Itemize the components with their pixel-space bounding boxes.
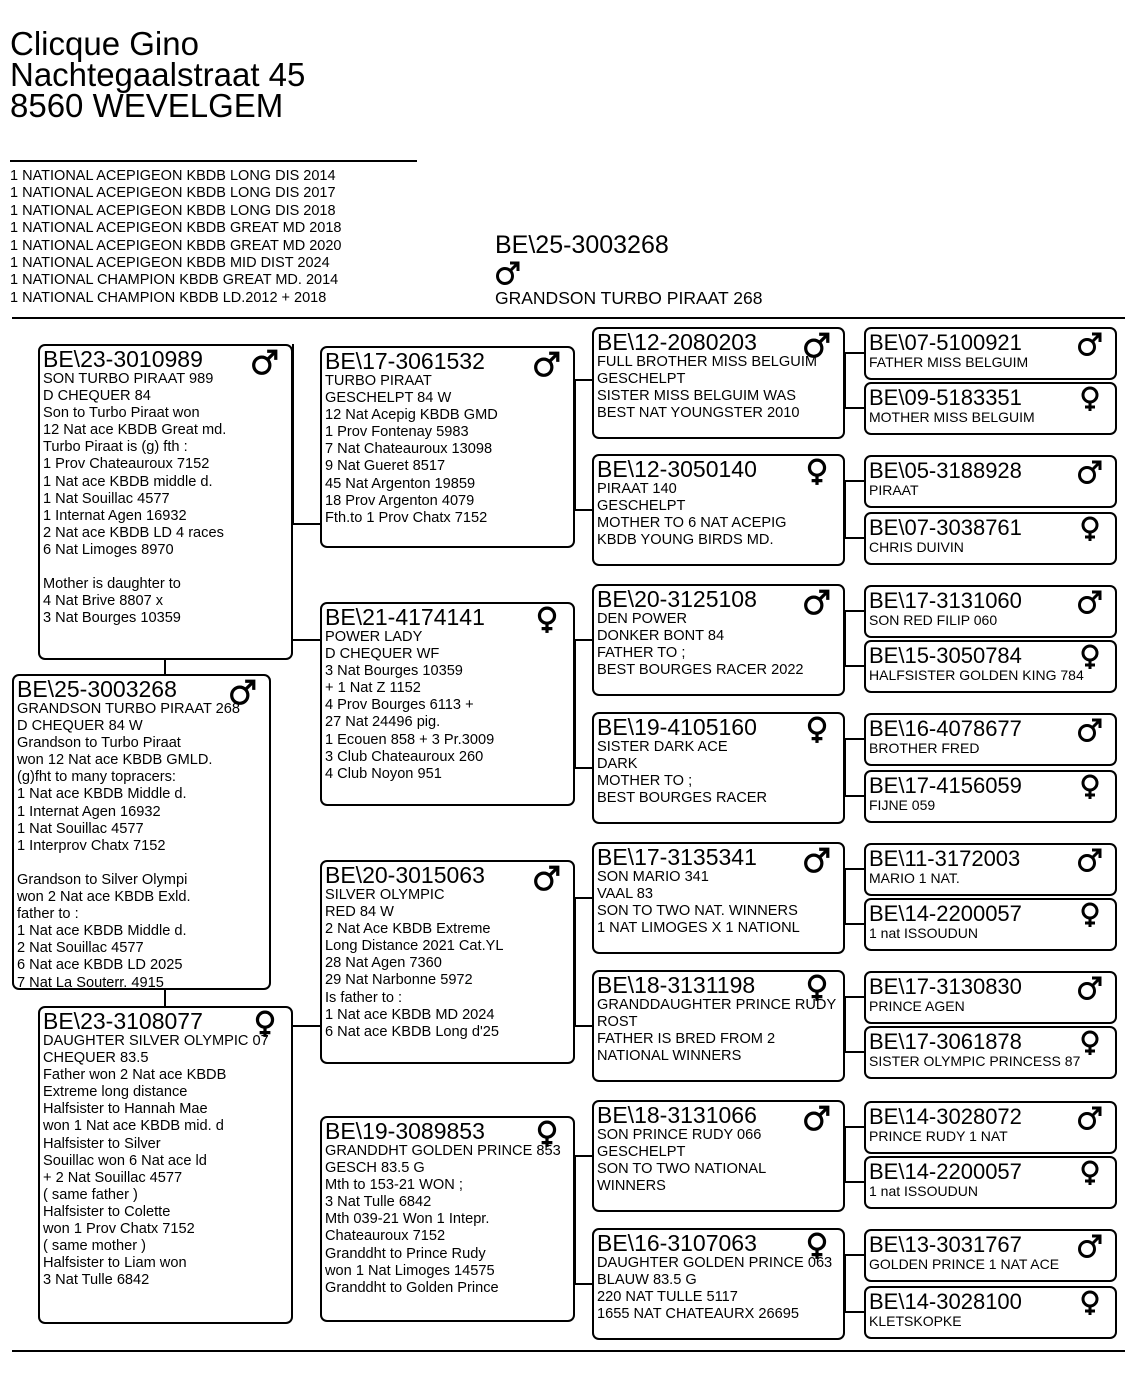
pedigree-note: GOLDEN PRINCE 1 NAT ACE <box>869 1256 1060 1272</box>
ring-number: BE\15-3050784 <box>869 643 1022 668</box>
pedigree-note: SILVER OLYMPIC <box>325 887 445 903</box>
pedigree-note: 12 Nat ace KBDB Great md. <box>43 422 227 439</box>
ancestor-dam-card <box>864 770 1117 823</box>
great-grand-sire-card <box>592 327 845 439</box>
pedigree-note: won 1 Nat Limoges 14575 <box>325 1262 495 1279</box>
ancestor-dam-card <box>864 512 1117 565</box>
male-icon <box>533 350 561 378</box>
pedigree-note: 2 Nat Souillac 4577 <box>17 940 144 957</box>
female-icon <box>803 458 831 486</box>
ring-number: BE\14-2200057 <box>869 1159 1022 1184</box>
ring-number: BE\12-2080203 <box>597 329 757 355</box>
pedigree-note: Son to Turbo Piraat won <box>43 405 200 422</box>
male-icon <box>1077 717 1103 743</box>
pedigree-note: SON MARIO 341 <box>597 869 709 885</box>
pedigree-note: 27 Nat 24496 pig. <box>325 714 441 731</box>
great-grand-dam-card <box>592 970 845 1082</box>
ring-number: BE\17-3061878 <box>869 1029 1022 1054</box>
ring-number: BE\23-3010989 <box>43 346 203 372</box>
pedigree-note: Granddht to Golden Prince <box>325 1279 499 1296</box>
pedigree-note: GESCHELPT <box>597 1144 686 1161</box>
pedigree-note: 6 Nat ace KBDB Long d'25 <box>325 1023 499 1040</box>
pedigree-note: 3 Nat Tulle 6842 <box>43 1272 150 1289</box>
owner-city: 8560 WEVELGEM <box>10 87 284 124</box>
pedigree-note: 1 Prov Chateauroux 7152 <box>43 456 210 473</box>
title-item: 1 NATIONAL ACEPIGEON KBDB LONG DIS 2014 <box>10 168 336 184</box>
pedigree-note: Turbo Piraat is (g) fth : <box>43 439 188 456</box>
male-icon <box>251 348 279 376</box>
pedigree-note: won 12 Nat ace KBDB GMLD. <box>17 752 213 769</box>
ancestor-dam-card <box>864 898 1117 951</box>
pedigree-note: GRANDDAUGHTER PRINCE RUDY <box>597 997 837 1013</box>
male-icon <box>1077 589 1103 615</box>
pedigree-note: Mth to 153-21 WON ; <box>325 1177 463 1194</box>
pedigree-note: ( same mother ) <box>43 1238 146 1255</box>
owner-name: Clicque Gino <box>10 25 199 62</box>
pedigree-note: PRINCE RUDY 1 NAT <box>869 1128 1008 1144</box>
male-icon <box>1077 1105 1103 1131</box>
pedigree-note: 4 Prov Bourges 6113 + <box>325 697 474 714</box>
great-grand-sire-card <box>592 584 845 696</box>
grand-dam-card <box>320 602 575 806</box>
ring-number: BE\17-3131060 <box>869 588 1022 613</box>
pedigree-note: 3 Nat Bourges 10359 <box>43 610 181 627</box>
pedigree-note: FATHER IS BRED FROM 2 <box>597 1031 776 1048</box>
pedigree-note: ( same father ) <box>43 1186 138 1203</box>
pedigree-note: 6 Nat ace KBDB LD 2025 <box>17 957 183 974</box>
sire-card <box>38 344 293 660</box>
pedigree-note: SON RED FILIP 060 <box>869 612 998 628</box>
ring-number: BE\16-3107063 <box>597 1230 757 1256</box>
pedigree-note: SISTER MISS BELGUIM WAS <box>597 388 796 405</box>
pedigree-note: Mth 039-21 Won 1 Intepr. <box>325 1211 490 1228</box>
pedigree-note: DAUGHTER SILVER OLYMPIC 07 <box>43 1033 269 1049</box>
pedigree-note: 3 Nat Bourges 10359 <box>325 663 463 680</box>
ring-number: BE\17-4156059 <box>869 773 1022 798</box>
pedigree-note: 220 NAT TULLE 5117 <box>597 1289 738 1306</box>
pedigree-note: SON TURBO PIRAAT 989 <box>43 371 214 387</box>
ancestor-dam-card <box>864 1026 1117 1079</box>
pedigree-note: GESCHELPT <box>597 371 686 388</box>
pedigree-note: 1 Nat ace KBDB Middle d. <box>17 786 187 803</box>
pedigree-note: KBDB YOUNG BIRDS MD. <box>597 532 774 549</box>
pedigree-note: 1 Prov Fontenay 5983 <box>325 424 469 441</box>
pedigree-note: + 2 Nat Souillac 4577 <box>43 1169 183 1186</box>
pedigree-note: won 1 Prov Chatx 7152 <box>43 1221 195 1238</box>
female-icon <box>1077 1290 1103 1316</box>
pedigree-note: Halfsister to Colette <box>43 1203 171 1220</box>
pedigree-note: MOTHER TO ; <box>597 773 693 790</box>
pedigree-note: 29 Nat Narbonne 5972 <box>325 972 473 989</box>
pedigree-note: GESCHELPT <box>597 498 686 515</box>
ring-number: BE\20-3125108 <box>597 586 757 612</box>
pedigree-note: KLETSKOPKE <box>869 1313 962 1329</box>
female-icon <box>533 606 561 634</box>
ancestor-sire-card <box>864 843 1117 896</box>
pedigree-note: VAAL 83 <box>597 886 653 903</box>
pedigree-note: SISTER DARK ACE <box>597 739 728 755</box>
ancestor-sire-card <box>864 971 1117 1024</box>
pedigree-note: POWER LADY <box>325 629 423 645</box>
pedigree-note: Granddht to Prince Rudy <box>325 1245 486 1262</box>
female-icon <box>1077 774 1103 800</box>
subject-description: GRANDSON TURBO PIRAAT 268 <box>495 288 763 308</box>
title-item: 1 NATIONAL CHAMPION KBDB LD.2012 + 2018 <box>10 289 327 306</box>
pedigree-note: Halfsister to Silver <box>43 1135 161 1152</box>
pedigree-note: DEN POWER <box>597 611 687 627</box>
pedigree-note: FULL BROTHER MISS BELGUIM <box>597 354 818 370</box>
pedigree-note: 45 Nat Argenton 19859 <box>325 475 476 492</box>
owner-street: Nachtegaalstraat 45 <box>10 56 306 93</box>
pedigree-note: Chateauroux 7152 <box>325 1228 446 1245</box>
female-icon <box>533 1120 561 1148</box>
pedigree-note: FATHER TO ; <box>597 645 686 662</box>
pedigree-note: BEST NAT YOUNGSTER 2010 <box>597 405 800 422</box>
pedigree-note: Extreme long distance <box>43 1084 188 1101</box>
pedigree-note: GESCH 83.5 G <box>325 1160 425 1177</box>
great-grand-dam-card <box>592 1228 845 1340</box>
pedigree-note: BROTHER FRED <box>869 740 980 756</box>
pedigree-note: 1 NAT LIMOGES X 1 NATIONL <box>597 920 800 937</box>
grand-sire-card <box>320 860 575 1064</box>
subject-ring-number: BE\25-3003268 <box>495 231 669 259</box>
female-icon <box>1077 644 1103 670</box>
pedigree-note: BEST BOURGES RACER <box>597 790 768 807</box>
pedigree-note: DARK <box>597 756 638 773</box>
pedigree-note: 1655 NAT CHATEAURX 26695 <box>597 1306 799 1323</box>
pedigree-note: D CHEQUER WF <box>325 646 440 663</box>
pedigree-note: Is father to : <box>325 989 403 1006</box>
pedigree-note: DONKER BONT 84 <box>597 628 725 645</box>
pedigree-note: BLAUW 83.5 G <box>597 1272 697 1289</box>
pedigree-note: WINNERS <box>597 1178 666 1195</box>
ring-number: BE\17-3130830 <box>869 974 1022 999</box>
title-item: 1 NATIONAL ACEPIGEON KBDB GREAT MD 2020 <box>10 237 342 254</box>
ring-number: BE\17-3061532 <box>325 348 485 374</box>
ring-number: BE\09-5183351 <box>869 385 1022 410</box>
pedigree-note: PRINCE AGEN <box>869 998 965 1014</box>
pedigree-note: 2 Nat ace KBDB LD 4 races <box>43 524 224 541</box>
ancestor-sire-card <box>864 585 1117 638</box>
ring-number: BE\18-3131198 <box>597 972 756 998</box>
ancestor-dam-card <box>864 1156 1117 1209</box>
male-icon <box>803 1104 831 1132</box>
pedigree-note: HALFSISTER GOLDEN KING 784 <box>869 667 1084 683</box>
pedigree-note: 1 Internat Agen 16932 <box>17 803 161 820</box>
pedigree-note: NATIONAL WINNERS <box>597 1048 742 1065</box>
pedigree-note: 2 Nat Ace KBDB Extreme <box>325 921 491 938</box>
ancestor-sire-card <box>864 1229 1117 1282</box>
pedigree-note <box>43 559 288 576</box>
title-item: 1 NATIONAL CHAMPION KBDB GREAT MD. 2014 <box>10 272 339 289</box>
grand-sire-card <box>320 346 575 548</box>
ancestor-sire-card <box>864 713 1117 766</box>
pedigree-note: Souillac won 6 Nat ace ld <box>43 1152 207 1169</box>
ring-number: BE\14-3028100 <box>869 1289 1022 1314</box>
ring-number: BE\18-3131066 <box>597 1102 757 1128</box>
pedigree-note: 7 Nat La Souterr. 4915 <box>17 974 164 991</box>
pedigree-note: Grandson to Silver Olympi <box>17 871 188 888</box>
pedigree-note: SISTER OLYMPIC PRINCESS 87 <box>869 1053 1081 1069</box>
ring-number: BE\14-3028072 <box>869 1104 1022 1129</box>
pedigree-note: 3 Club Chateauroux 260 <box>325 748 484 765</box>
ring-number: BE\21-4174141 <box>325 604 485 630</box>
ring-number: BE\19-3089853 <box>325 1118 485 1144</box>
pedigree-note: 1 Nat ace KBDB middle d. <box>43 473 213 490</box>
pedigree-note: 1 Internat Agen 16932 <box>43 507 187 524</box>
pedigree-note: Mother is daughter to <box>43 576 181 593</box>
pedigree-note: 18 Prov Argenton 4079 <box>325 492 475 509</box>
pedigree-note: Father won 2 Nat ace KBDB <box>43 1067 227 1084</box>
great-grand-sire-card <box>592 842 845 954</box>
pedigree-note: BEST BOURGES RACER 2022 <box>597 662 804 679</box>
great-grand-dam-card <box>592 454 845 566</box>
ring-number: BE\07-3038761 <box>869 515 1022 540</box>
pedigree-note: CHEQUER 83.5 <box>43 1050 149 1067</box>
title-item: 1 NATIONAL ACEPIGEON KBDB MID DIST 2024 <box>10 255 330 272</box>
pedigree-note: 1 Interprov Chatx 7152 <box>17 837 166 854</box>
male-icon <box>1077 331 1103 357</box>
pedigree-note: 1 Ecouen 858 + 3 Pr.3009 <box>325 731 495 748</box>
ring-number: BE\23-3108077 <box>43 1008 203 1034</box>
pedigree-note: SON TO TWO NATIONAL <box>597 1161 767 1178</box>
pedigree-note <box>17 855 266 872</box>
pedigree-note: PIRAAT <box>869 482 919 498</box>
pedigree-note: 9 Nat Gueret 8517 <box>325 458 446 475</box>
pedigree-note: CHRIS DUIVIN <box>869 539 964 555</box>
title-item: 1 NATIONAL ACEPIGEON KBDB LONG DIS 2017 <box>10 185 336 202</box>
male-icon <box>1077 459 1103 485</box>
pedigree-note: D CHEQUER 84 <box>43 388 151 405</box>
male-icon <box>1077 847 1103 873</box>
ring-number: BE\25-3003268 <box>17 676 177 702</box>
ring-number: BE\20-3015063 <box>325 862 485 888</box>
female-icon <box>803 1232 831 1260</box>
male-icon <box>229 678 257 706</box>
ring-number: BE\13-3031767 <box>869 1232 1022 1257</box>
pedigree-note: Long Distance 2021 Cat.YL <box>325 938 504 955</box>
pedigree-note: GRANDSON TURBO PIRAAT 268 <box>17 701 241 717</box>
ring-number: BE\14-2200057 <box>869 901 1022 926</box>
pedigree-note: MOTHER MISS BELGUIM <box>869 409 1035 425</box>
ancestor-dam-card <box>864 640 1117 693</box>
female-icon <box>803 716 831 744</box>
pedigree-note: 1 nat ISSOUDUN <box>869 925 978 941</box>
pedigree-note: 1 Nat Souillac 4577 <box>43 490 170 507</box>
pedigree-note: 1 Nat Souillac 4577 <box>17 820 144 837</box>
pedigree-note: FIJNE 059 <box>869 797 936 813</box>
female-icon <box>1077 386 1103 412</box>
pedigree-note: PIRAAT 140 <box>597 481 677 497</box>
ring-number: BE\17-3135341 <box>597 844 757 870</box>
female-icon <box>1077 1160 1103 1186</box>
female-icon <box>1077 1030 1103 1056</box>
ring-number: BE\12-3050140 <box>597 456 757 482</box>
pedigree-note: RED 84 W <box>325 904 394 921</box>
male-icon <box>1077 975 1103 1001</box>
ring-number: BE\07-5100921 <box>869 330 1022 355</box>
ring-number: BE\05-3188928 <box>869 458 1022 483</box>
male-icon <box>803 588 831 616</box>
pedigree-note: won 2 Nat ace KBDB Exld. <box>17 889 191 906</box>
pedigree-note: FATHER MISS BELGUIM <box>869 354 1029 370</box>
female-icon <box>1077 902 1103 928</box>
male-icon <box>803 846 831 874</box>
dam-card <box>38 1006 293 1324</box>
pedigree-note: + 1 Nat Z 1152 <box>325 680 421 697</box>
ancestor-sire-card <box>864 455 1117 508</box>
pedigree-note: MOTHER TO 6 NAT ACEPIG <box>597 515 787 532</box>
ancestor-dam-card <box>864 382 1117 435</box>
pedigree-note: 1 nat ISSOUDUN <box>869 1183 978 1199</box>
ring-number: BE\11-3172003 <box>869 846 1021 871</box>
grand-dam-card <box>320 1116 575 1322</box>
subject-card <box>12 674 271 990</box>
female-icon <box>803 974 831 1002</box>
great-grand-dam-card <box>592 712 845 824</box>
pedigree-note: GRANDDHT GOLDEN PRINCE 853 <box>325 1143 561 1159</box>
ring-number: BE\16-4078677 <box>869 716 1022 741</box>
pedigree-note: 1 Nat ace KBDB Middle d. <box>17 923 187 940</box>
pedigree-note: D CHEQUER 84 W <box>17 718 143 735</box>
pedigree-note: TURBO PIRAAT <box>325 373 432 389</box>
male-icon <box>533 864 561 892</box>
title-item: 1 NATIONAL ACEPIGEON KBDB GREAT MD 2018 <box>10 220 342 237</box>
pedigree-note: 7 Nat Chateauroux 13098 <box>325 441 493 458</box>
female-icon <box>251 1010 279 1038</box>
great-grand-sire-card <box>592 1100 845 1212</box>
pedigree-note: 3 Nat Tulle 6842 <box>325 1194 432 1211</box>
pedigree-note: father to : <box>17 906 79 923</box>
pedigree-note: ROST <box>597 1014 638 1031</box>
ancestor-sire-card <box>864 1101 1117 1154</box>
pedigree-note: Halfsister to Liam won <box>43 1255 187 1272</box>
pedigree-note: Halfsister to Hannah Mae <box>43 1101 208 1118</box>
pedigree-note: 12 Nat Acepig KBDB GMD <box>325 407 498 424</box>
female-icon <box>1077 516 1103 542</box>
pedigree-note: Fth.to 1 Prov Chatx 7152 <box>325 509 488 526</box>
pedigree-note: 4 Club Noyon 951 <box>325 765 442 782</box>
pedigree-note: 6 Nat Limoges 8970 <box>43 541 174 558</box>
ancestor-sire-card <box>864 327 1117 380</box>
pedigree-note: SON PRINCE RUDY 066 <box>597 1127 762 1143</box>
pedigree-note: (g)fht to many topracers: <box>17 769 176 786</box>
pedigree-note: SON TO TWO NAT. WINNERS <box>597 903 798 920</box>
pedigree-note: 4 Nat Brive 8807 x <box>43 593 164 610</box>
pedigree-note: 1 Nat ace KBDB MD 2024 <box>325 1006 495 1023</box>
male-icon <box>803 331 831 359</box>
pedigree-note: 28 Nat Agen 7360 <box>325 955 442 972</box>
title-item: 1 NATIONAL ACEPIGEON KBDB LONG DIS 2018 <box>10 202 336 219</box>
pedigree-note: Grandson to Turbo Piraat <box>17 735 181 752</box>
pedigree-note: MARIO 1 NAT. <box>869 870 960 886</box>
pedigree-note: GESCHELPT 84 W <box>325 390 452 407</box>
ring-number: BE\19-4105160 <box>597 714 757 740</box>
ancestor-dam-card <box>864 1286 1117 1339</box>
pedigree-note: won 1 Nat ace KBDB mid. d <box>43 1118 224 1135</box>
pedigree-note: DAUGHTER GOLDEN PRINCE 063 <box>597 1255 833 1271</box>
male-icon <box>1077 1233 1103 1259</box>
